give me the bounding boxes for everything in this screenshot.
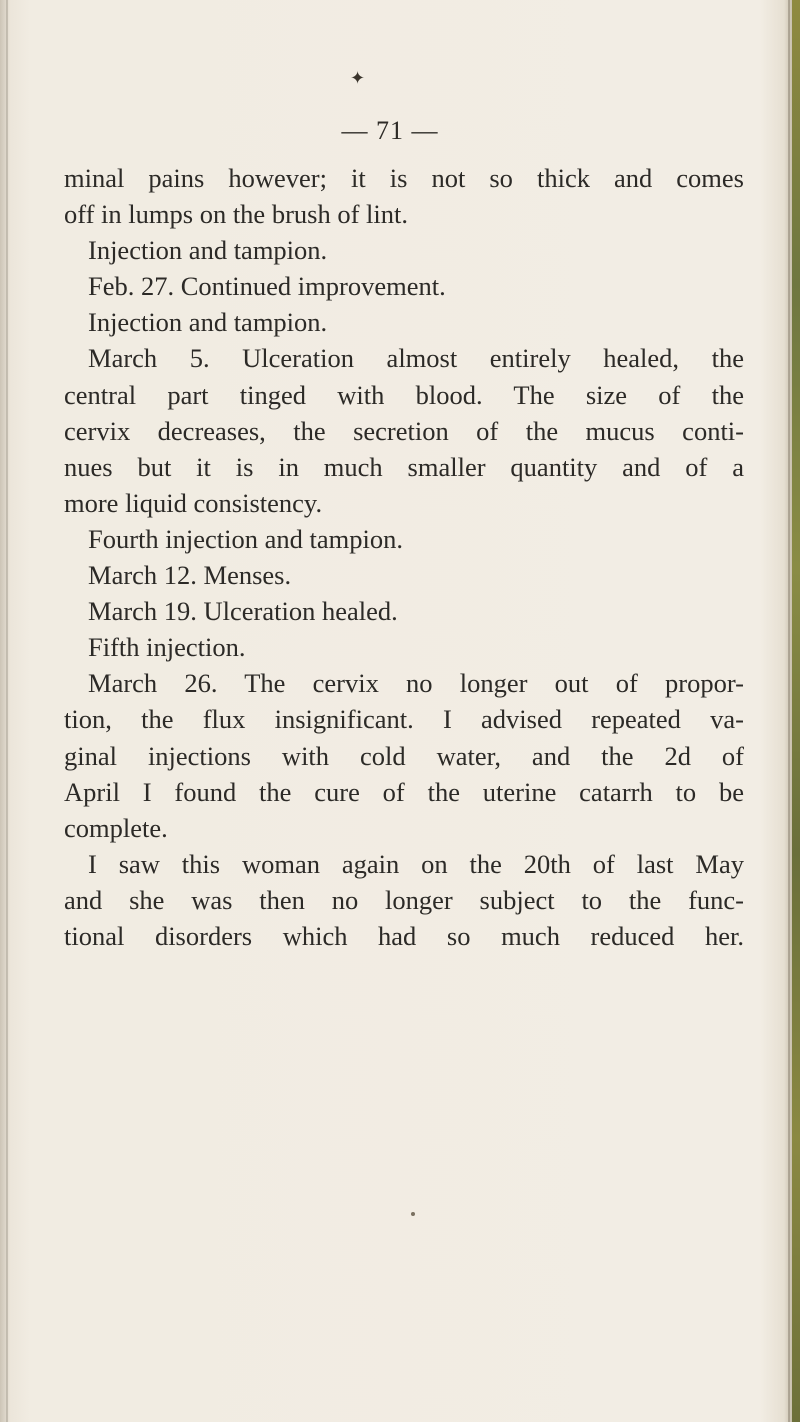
book-edge	[792, 0, 800, 1422]
text-line: tion, the flux insignificant. I advised repeated va-	[64, 704, 744, 735]
text-line: ginal injections with cold water, and the 2d of	[64, 740, 744, 771]
left-gutter-line	[6, 0, 8, 1422]
text-line: central part tinged with blood. The size of the	[64, 379, 744, 410]
text-line: off in lumps on the brush of lint.	[64, 199, 408, 230]
text-line: Injection and tampion.	[88, 235, 328, 266]
text-line: Injection and tampion.	[88, 307, 328, 338]
text-line: Fourth injection and tampion.	[88, 523, 404, 554]
text-line: tional disorders which had so much reduced her.	[64, 920, 744, 951]
binding-shadow	[0, 0, 10, 1422]
text-line: March 26. The cervix no longer out of propor-	[88, 668, 744, 699]
page-number: — 71 —	[341, 116, 439, 145]
text-line: Feb. 27. Continued improvement.	[88, 271, 446, 302]
right-gutter-line	[788, 0, 790, 1422]
text-line: nues but it is in much smaller quantity and of a	[64, 451, 744, 482]
text-line: minal pains however; it is not so thick and comes	[64, 163, 744, 193]
text-line: more liquid consistency.	[64, 487, 323, 518]
text-line: March 5. Ulceration almost entirely healed, the	[88, 343, 744, 374]
text-line: complete.	[64, 812, 168, 843]
text-line: and she was then no longer subject to the func-	[64, 884, 744, 915]
header-mark: ✦	[350, 68, 366, 88]
paper-speck	[411, 1212, 415, 1216]
text-line: cervix decreases, the secretion of the mucus conti-	[64, 415, 744, 446]
text-line: Fifth injection.	[88, 632, 246, 663]
text-line: April I found the cure of the uterine catarrh to be	[64, 776, 744, 807]
body-text	[64, 160, 744, 954]
text-line: March 12. Menses.	[88, 560, 292, 591]
text-line: I saw this woman again on the 20th of last May	[88, 848, 744, 879]
text-line: March 19. Ulceration healed.	[88, 596, 398, 627]
